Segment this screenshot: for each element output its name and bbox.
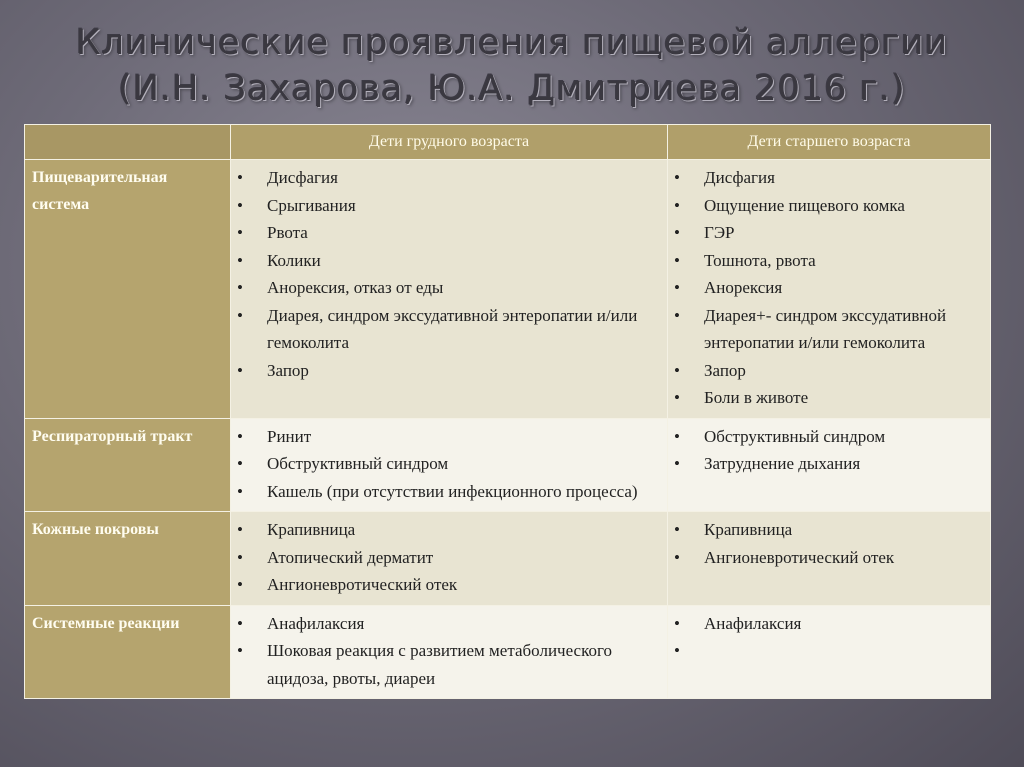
row-systemic-reactions — [25, 605, 991, 699]
row-label: Кожные покровы — [25, 512, 231, 606]
symptom-item: • Анорексия, отказ от еды — [267, 274, 661, 302]
slide-title-line-2: (И.Н. Захарова, Ю.А. Дмитриева 2016 г.) — [118, 69, 906, 109]
symptom-item: • Анафилаксия — [704, 610, 984, 638]
symptom-item: • Диарея+- синдром экссудативной энтеропатии и/или гемоколита — [704, 302, 984, 357]
symptom-item: • Шоковая реакция с развитием метаболического ацидоза, рвоты, диареи — [267, 637, 661, 692]
symptom-item — [704, 637, 984, 665]
symptom-item: • Затруднение дыхания — [704, 450, 984, 478]
cell-older-children — [668, 418, 991, 512]
symptom-item: • Ангионевротический отек — [267, 571, 661, 599]
symptom-list — [668, 160, 990, 418]
symptom-list — [668, 606, 990, 671]
cell-infants — [231, 605, 668, 699]
symptom-item: • Диарея, синдром экссудативной энтеропатии и/или гемоколита — [267, 302, 661, 357]
row-skin — [25, 512, 991, 606]
row-respiratory-tract — [25, 418, 991, 512]
symptom-item: • ГЭР — [704, 219, 984, 247]
symptom-item: • Рвота — [267, 219, 661, 247]
symptom-item: • Дисфагия — [267, 164, 661, 192]
symptom-list — [668, 512, 990, 577]
symptom-item: • Крапивница — [267, 516, 661, 544]
symptom-list — [668, 419, 990, 484]
cell-infants — [231, 512, 668, 606]
table-header-row — [25, 125, 991, 160]
header-infants: Дети грудного возраста — [231, 125, 668, 160]
symptom-list — [231, 512, 667, 605]
symptom-item: • Ощущение пищевого комка — [704, 192, 984, 220]
symptom-item: • Дисфагия — [704, 164, 984, 192]
symptom-item: • Обструктивный синдром — [267, 450, 661, 478]
symptom-item: • Боли в животе — [704, 384, 984, 412]
symptom-item: • Обструктивный синдром — [704, 423, 984, 451]
symptom-item: • Тошнота, рвота — [704, 247, 984, 275]
symptom-list — [231, 419, 667, 512]
symptom-list — [231, 160, 667, 390]
symptom-item: • Кашель (при отсутствии инфекционного процесса) — [267, 478, 661, 506]
symptom-item: • Запор — [267, 357, 661, 385]
symptom-item: • Запор — [704, 357, 984, 385]
cell-infants — [231, 418, 668, 512]
slide-title — [0, 20, 1024, 112]
symptom-item: • Крапивница — [704, 516, 984, 544]
cell-older-children — [668, 512, 991, 606]
symptom-item: • Ринит — [267, 423, 661, 451]
header-older-children: Дети старшего возраста — [668, 125, 991, 160]
symptom-item: • Ангионевротический отек — [704, 544, 984, 572]
symptom-item: • Анорексия — [704, 274, 984, 302]
symptom-list — [231, 606, 667, 699]
symptom-item: • Срыгивания — [267, 192, 661, 220]
row-label: Респираторный тракт — [25, 418, 231, 512]
cell-older-children — [668, 160, 991, 419]
symptom-item: • Анафилаксия — [267, 610, 661, 638]
row-label: Пищеварительная система — [25, 160, 231, 419]
header-corner-cell — [25, 125, 231, 160]
slide-title-line-1: Клинические проявления пищевой аллергии — [75, 23, 949, 63]
row-label: Системные реакции — [25, 605, 231, 699]
cell-older-children — [668, 605, 991, 699]
row-digestive-system — [25, 160, 991, 419]
cell-infants — [231, 160, 668, 419]
allergy-manifestations-table — [24, 124, 991, 699]
symptom-item: • Атопический дерматит — [267, 544, 661, 572]
symptom-item: • Колики — [267, 247, 661, 275]
